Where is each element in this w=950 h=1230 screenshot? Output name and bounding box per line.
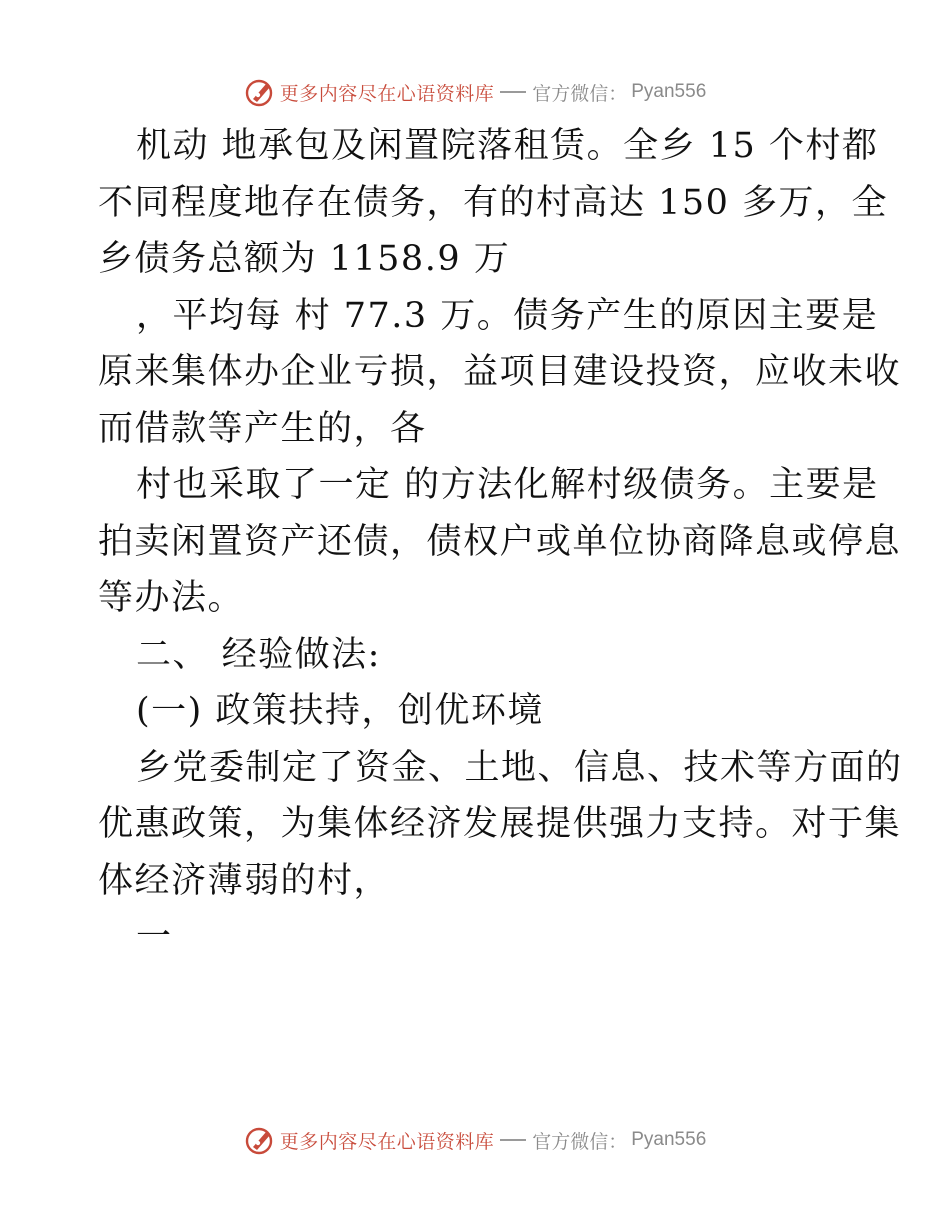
- header-banner: [0, 72, 950, 112]
- section-heading: 二、 经验做法:: [136, 634, 381, 675]
- banner-dash: [500, 1139, 526, 1141]
- paragraph-line: 乡债务总额为 1158.9 万: [98, 239, 511, 279]
- subsection-heading: (一) 政策扶持，创优环境: [136, 691, 544, 731]
- paragraph-line: 体经济薄弱的村，: [98, 860, 391, 901]
- paragraph-line: ，平均每 村 77.3 万。债务产生的原因主要是: [136, 295, 879, 336]
- pen-nib-logo-icon: [244, 1124, 276, 1156]
- paragraph-line: 村也采取了一定 的方法化解村级债务。主要是: [136, 465, 879, 505]
- banner-brand-text: 更多内容尽在心语资料库: [279, 82, 495, 105]
- banner-wechat-id: Pyan556: [631, 81, 707, 102]
- pen-nib-logo-icon: [244, 76, 276, 108]
- paragraph-line: 机动 地承包及闲置院落租赁。全乡 15 个村都: [136, 126, 879, 166]
- banner-brand-text: 更多内容尽在心语资料库: [279, 1130, 495, 1153]
- banner-dash: [500, 91, 526, 93]
- paragraph-line: 不同程度地存在债务，有的村高达 150 多万，全: [98, 182, 889, 223]
- paragraph-line: 而借款等产生的，各: [98, 408, 427, 449]
- paragraph-line: 一: [136, 917, 173, 957]
- paragraph-line: 乡党委制定了资金、土地、信息、技术等方面的: [136, 747, 903, 788]
- banner-wechat-id: Pyan556: [631, 1129, 707, 1150]
- paragraph-line: 等办法。: [98, 578, 245, 618]
- banner-official-label: 官方微信：: [532, 1130, 628, 1153]
- document-body: [98, 118, 903, 966]
- paragraph-line: 原来集体办企业亏损，益项目建设投资，应收未收: [98, 352, 902, 392]
- paragraph-line: 拍卖闲置资产还债，债权户或单位协商降息或停息: [98, 521, 902, 562]
- paragraph-line: 优惠政策，为集体经济发展提供强力支持。对于集: [98, 804, 902, 844]
- banner-official-label: 官方微信：: [532, 82, 628, 105]
- footer-banner: [0, 1120, 950, 1160]
